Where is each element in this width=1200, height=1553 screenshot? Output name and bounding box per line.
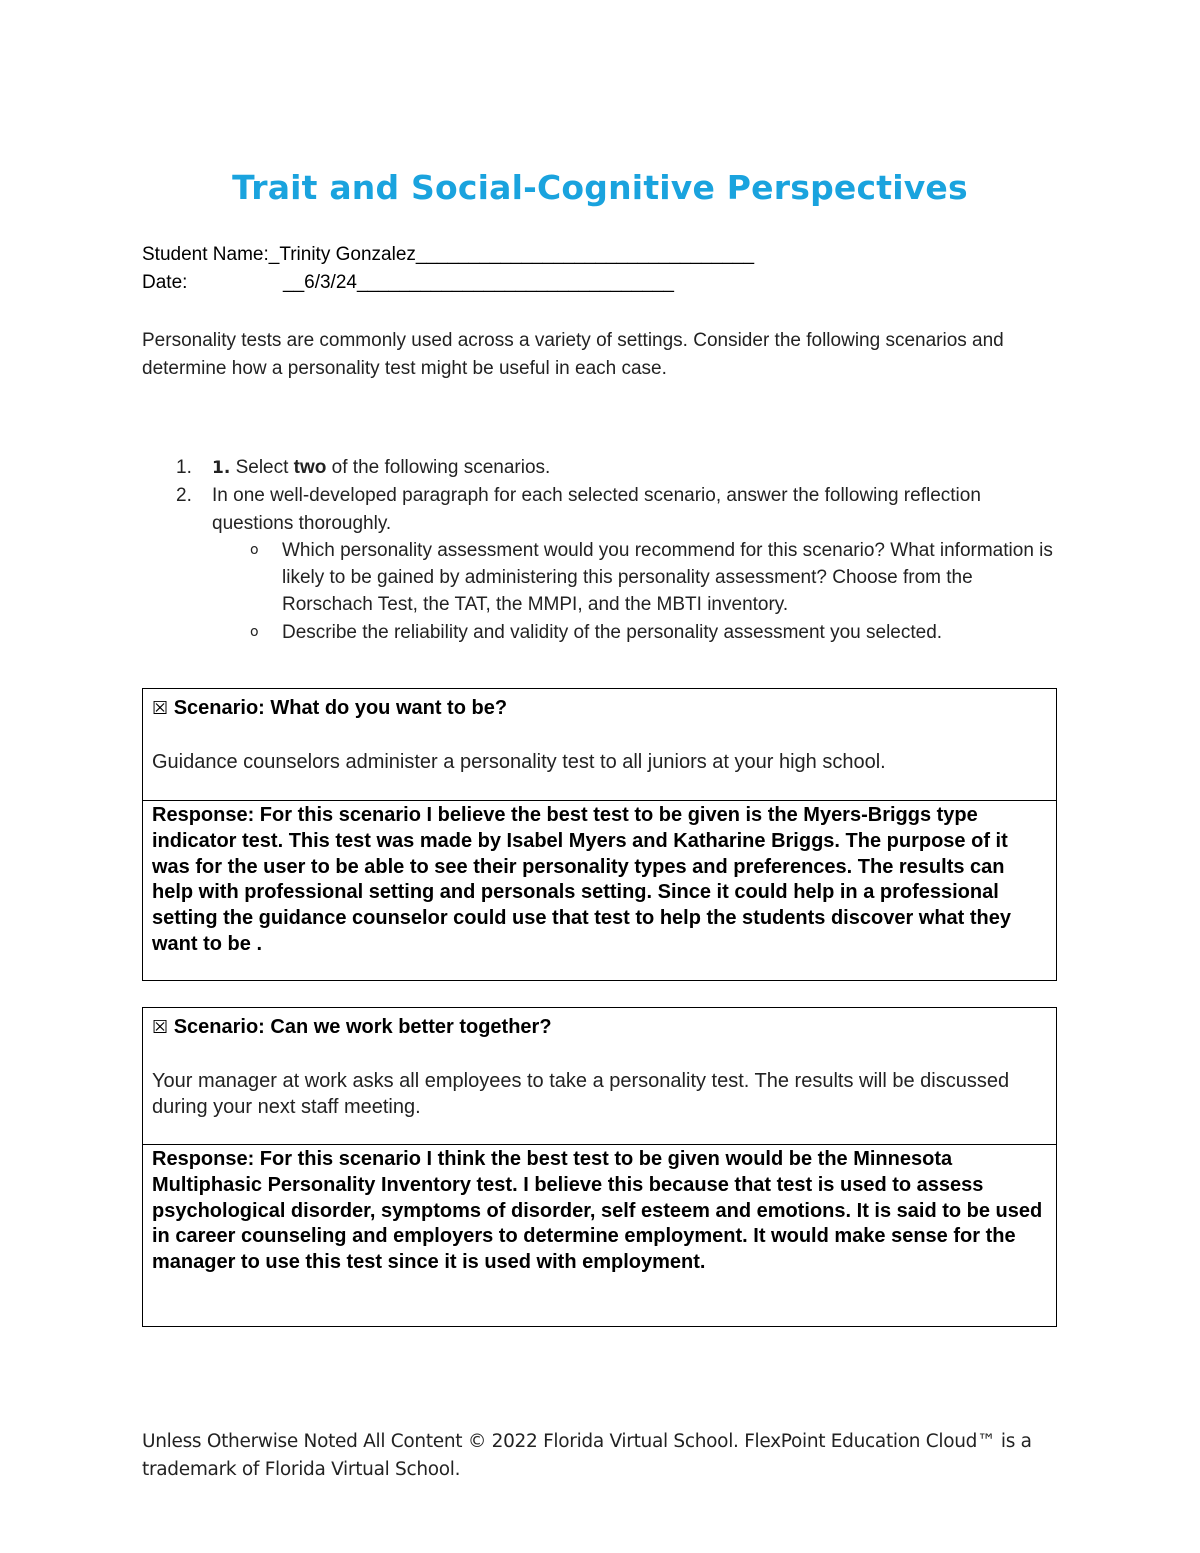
instruction-text-pre: Select [230,457,294,478]
instruction-item [142,482,1062,537]
instructions-list [142,454,1062,646]
date-value: __6/3/24______________________________ [283,272,674,293]
scenario-description: Guidance counselors administer a personality test to all juniors at your high school. [152,751,886,773]
scenario-description: Your manager at work asks all employees to take a personality test. The results will be discussed during your next staff meeting. [152,1070,1010,1118]
instruction-number: 2. [176,485,192,507]
scenario-header [143,689,1056,801]
page-title: Trait and Social-Cognitive Perspectives [232,168,968,207]
instruction-subitem [142,537,1062,619]
date-line [142,272,674,294]
student-name-line [142,244,754,266]
checkbox-checked-icon[interactable]: ☒ [152,1017,169,1038]
scenario-card [142,1007,1057,1327]
date-label: Date: [142,272,188,293]
scenario-response: Response: For this scenario I think the best test to be given would be the Minnesota Multiphasic Personality Inventory test. I believe this because that test is used to assess psychological disorder, symptoms of disorder, self esteem and emotions. It is said to be used in career counseling and employers to determine employment. It would make sense for the manager to use this test since it is used with employment. [152,1148,1043,1274]
copyright-footer: Unless Otherwise Noted All Content © 2022 Florida Virtual School. FlexPoint Education Cloud™ is a trademark of Florida Virtual School. [142,1431,1032,1480]
checkbox-checked-icon[interactable]: ☒ [152,698,169,719]
instruction-text-bold: two [293,457,327,478]
instruction-subitem [142,619,1062,646]
instruction-text-post: of the following scenarios. [326,457,551,478]
subitem-text: Describe the reliability and validity of the personality assessment you selected. [282,621,943,643]
scenario-card [142,688,1057,981]
scenario-response: Response: For this scenario I believe the best test to be given is the Myers-Briggs type indicator test. This test was made by Isabel Myers and Katharine Briggs. The purpose of it was for the user to be able to see their personality types and preferences. The results can help with professional setting and personals setting. Since it could help in a professional setting the guidance counselor could use that test to help the students discover what they want to be . [152,804,1012,955]
scenario-title-text: Scenario: What do you want to be? [173,697,508,719]
bullet-icon: o [250,541,259,558]
instruction-number: 1. [176,457,192,478]
instruction-text: In one well-developed paragraph for each selected scenario, answer the following reflection questions thoroughly. [212,485,981,534]
scenario-title [152,1014,1047,1041]
instruction-inner-number: 1. [212,458,231,478]
bullet-icon: o [250,623,259,640]
scenario-header [143,1008,1056,1145]
intro-paragraph: Personality tests are commonly used across a variety of settings. Consider the following scenarios and determine how a personality test might be useful in each case. [142,330,1004,379]
subitem-text: Which personality assessment would you recommend for this scenario? What information is likely to be gained by administering this personality assessment? Choose from the Rorschach Test, the TAT, the MMPI, and the MBTI inventory. [282,539,1053,616]
instruction-item [142,454,1062,482]
scenario-title [152,695,1047,722]
student-name-label: Student Name: [142,244,269,265]
student-name-value: _Trinity Gonzalez________________________________ [268,244,755,265]
scenario-title-text: Scenario: Can we work better together? [173,1016,552,1038]
